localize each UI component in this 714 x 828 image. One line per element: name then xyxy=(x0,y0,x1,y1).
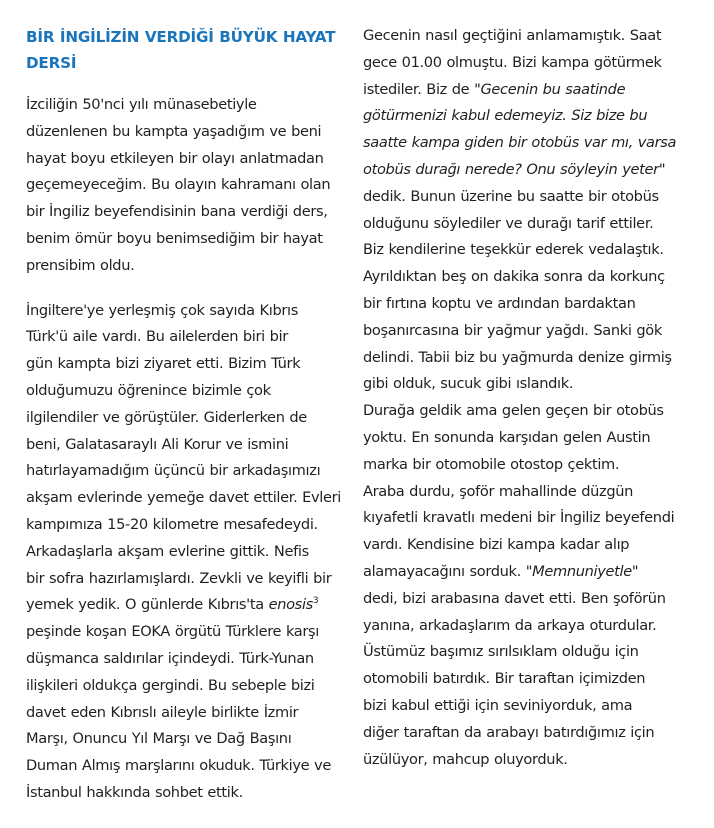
quote-text: saatte kampa giden bir otobüs var mı, varsa xyxy=(363,134,677,152)
text-line: prensibim oldu. xyxy=(26,256,135,274)
enosis-line xyxy=(26,592,356,619)
text-line: düşmanca saldırılar içindeydi. Türk-Yunan xyxy=(26,649,314,667)
text-line: Biz kendilerine teşekkür ederek vedalaştık. xyxy=(363,241,664,259)
quote-start-line xyxy=(363,77,703,104)
text-line: peşinde koşan EOKA örgütü Türklere karşı xyxy=(26,623,320,641)
text-line: olduğumuzu öğrenince bizimle çok xyxy=(26,381,271,399)
text-line: diğer taraftan da arabayı batırdığımız için xyxy=(363,723,655,741)
text-segment: " xyxy=(631,562,639,580)
text-line: yoktu. En sonunda karşıdan gelen Austin xyxy=(363,428,651,446)
quote-text: Gecenin bu saatinde xyxy=(480,80,626,98)
right-column xyxy=(363,23,703,773)
text-line: geçemeyeceğim. Bu olayın kahramanı olan xyxy=(26,176,331,194)
text-line: İstanbul hakkında sohbet ettik. xyxy=(26,783,243,801)
text-line: otomobili batırdık. Bir taraftan içimizden xyxy=(363,670,646,688)
text-segment: alamayacağını sorduk. " xyxy=(363,562,533,580)
text-line: vardı. Kendisine bizi kampa kadar alıp xyxy=(363,536,630,554)
text-line: İzciliğin 50'nci yılı münasebetiyle xyxy=(26,96,257,113)
enosis-term: enosis xyxy=(268,596,313,614)
text-line: ilişkileri oldukça gergindi. Bu sebeple bizi xyxy=(26,676,315,694)
text-line: kıyafetli kravatlı medeni bir İngiliz beyefendi xyxy=(363,509,675,527)
text-line: ilgilendiler ve görüştüler. Giderlerken de xyxy=(26,408,307,426)
text-line: delindi. Tabii biz bu yağmurda denize girmiş xyxy=(363,348,672,366)
text-line: düzenlenen bu kampta yaşadığım ve beni xyxy=(26,122,322,140)
article-heading xyxy=(26,24,356,76)
text-line: hayat boyu etkileyen bir olayı anlatmadan xyxy=(26,149,324,167)
text-segment: yemek yedik. O günlerde Kıbrıs'ta xyxy=(26,596,269,614)
text-line: bir sofra hazırlamışlardı. Zevkli ve keyifli bir xyxy=(26,569,332,587)
text-line: yanına, arkadaşlarım da arkaya oturdular. xyxy=(363,616,657,634)
text-line: gece 01.00 olmuştu. Bizi kampa götürmek xyxy=(363,53,662,71)
text-line: Duman Almış marşlarını okuduk. Türkiye ve xyxy=(26,757,331,775)
intro-paragraph xyxy=(26,92,356,280)
text-line: hatırlayamadığım üçüncü bir arkadaşımızı xyxy=(26,462,321,480)
text-line: Üstümüz başımız sırılsıklam olduğu için xyxy=(363,643,639,661)
quote-text: otobüs durağı nerede? Onu söyleyin yeter xyxy=(363,160,659,178)
text-line: Gecenin nasıl geçtiğini anlamamıştık. Saat xyxy=(363,27,662,44)
quote-text: götürmenizi kabul edemeyiz. Siz bize bu xyxy=(363,107,648,125)
text-line: kampımıza 15-20 kilometre mesafedeydi. xyxy=(26,515,318,533)
quote-end-line xyxy=(363,157,703,184)
bus-stop-paragraph xyxy=(363,398,703,773)
text-line: boşanırcasına bir yağmur yağdı. Sanki gök xyxy=(363,321,662,339)
text-line: bir İngiliz beyefendisinin bana verdiği ders, xyxy=(26,203,328,221)
quote-line xyxy=(363,103,703,130)
footnote-marker[interactable]: 3 xyxy=(312,596,319,607)
text-line: davet eden Kıbrıslı aileyle birlikte İzmir xyxy=(26,703,299,721)
text-segment: " xyxy=(658,160,666,178)
text-line: beni, Galatasaraylı Ali Korur ve ismini xyxy=(26,435,289,453)
text-segment: istediler. Biz de " xyxy=(363,80,481,98)
left-column xyxy=(26,0,356,807)
text-line: dedik. Bunun üzerine bu saatte bir otobüs xyxy=(363,187,659,205)
text-line: benim ömür boyu benimsediğim bir hayat xyxy=(26,229,323,247)
text-line: gün kampta bizi ziyaret etti. Bizim Türk xyxy=(26,355,301,373)
text-line: Arkadaşlarla akşam evlerine gittik. Nefis xyxy=(26,542,309,560)
night-paragraph xyxy=(363,23,703,398)
text-line: Ayrıldıktan beş on dakika sonra da korkunç xyxy=(363,268,665,286)
text-line: İngiltere'ye yerleşmiş çok sayıda Kıbrıs xyxy=(26,301,298,319)
memnuniyetle-line xyxy=(363,559,703,586)
text-line: dedi, bizi arabasına davet etti. Ben şoförün xyxy=(363,589,666,607)
cyprus-family-paragraph xyxy=(26,298,356,807)
text-line: Durağa geldik ama gelen geçen bir otobüs xyxy=(363,402,664,420)
text-line: Marşı, Onuncu Yıl Marşı ve Dağ Başını xyxy=(26,730,292,748)
text-line: üzülüyor, mahcup oluyorduk. xyxy=(363,750,568,768)
text-line: Araba durdu, şoför mahallinde düzgün xyxy=(363,482,634,500)
text-line: gibi olduk, sucuk gibi ıslandık. xyxy=(363,375,574,393)
quote-text: Memnuniyetle xyxy=(532,562,632,580)
heading-line-2: DERSİ xyxy=(26,54,77,72)
text-line: olduğunu söylediler ve durağı tarif ettiler. xyxy=(363,214,654,232)
quote-line xyxy=(363,130,703,157)
heading-line-1: BİR İNGİLİZİN VERDİĞİ BÜYÜK HAYAT xyxy=(26,28,336,46)
text-line: Türk'ü aile vardı. Bu ailelerden biri bir xyxy=(26,328,288,346)
text-line: bizi kabul ettiği için seviniyorduk, ama xyxy=(363,696,633,714)
text-line: akşam evlerinde yemeğe davet ettiler. Evleri xyxy=(26,489,341,507)
text-line: bir fırtına koptu ve ardından bardaktan xyxy=(363,294,636,312)
text-line: marka bir otomobile otostop çektim. xyxy=(363,455,620,473)
